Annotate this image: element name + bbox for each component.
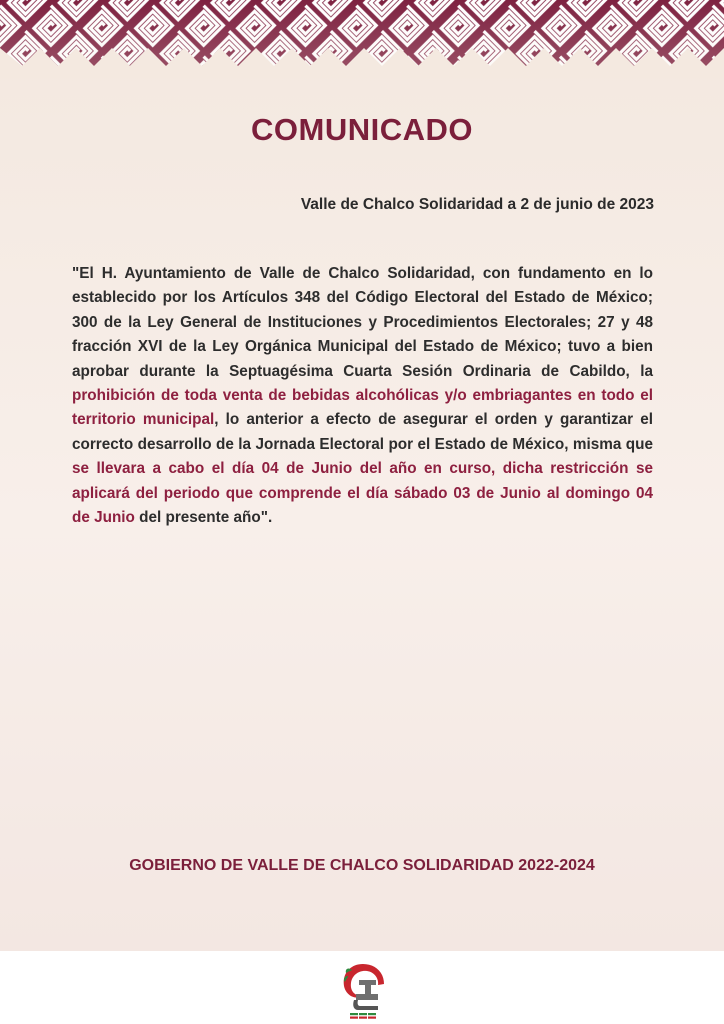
highlight-prohibition: prohibición de toda venta de bebidas alcohólicas y/o embriagantes en todo el territorio municipal xyxy=(72,387,653,429)
dateline: Valle de Chalco Solidaridad a 2 de junio de 2023 xyxy=(300,196,654,213)
body-text-part: del presente año". xyxy=(134,509,273,527)
municipal-emblem-icon xyxy=(338,960,388,1020)
highlight-dates: se llevara a cabo el día 04 de Junio del año en curso, dicha restricción se aplicará del periodo que comprende el día sábado 03 de Junio al domingo 04 de Junio xyxy=(72,460,653,527)
page-title: COMUNICADO xyxy=(251,112,473,147)
greek-fret-pattern-icon xyxy=(0,0,724,78)
body-text-part: "El H. Ayuntamiento de Valle de Chalco Solidaridad, con fundamento en lo establecido por los Artículos 348 del Código Electoral del Estado de México; 300 de la Ley General de Instituciones y Procedimientos Electorales; 27 y 48 fracción XVI de la Ley Orgánica Municipal del Estado de México; tuvo a bien aprobar durante la Septuagésima Cuarta Sesión Ordinaria de Cabildo, la xyxy=(72,265,653,380)
communique-body xyxy=(72,262,653,530)
government-footer: GOBIERNO DE VALLE DE CHALCO SOLIDARIDAD 2022-2024 xyxy=(129,857,595,874)
body-text-part: , lo anterior a efecto de asegurar el orden y garantizar el correcto desarrollo de la Jornada Electoral por el Estado de México, misma que xyxy=(72,411,653,453)
